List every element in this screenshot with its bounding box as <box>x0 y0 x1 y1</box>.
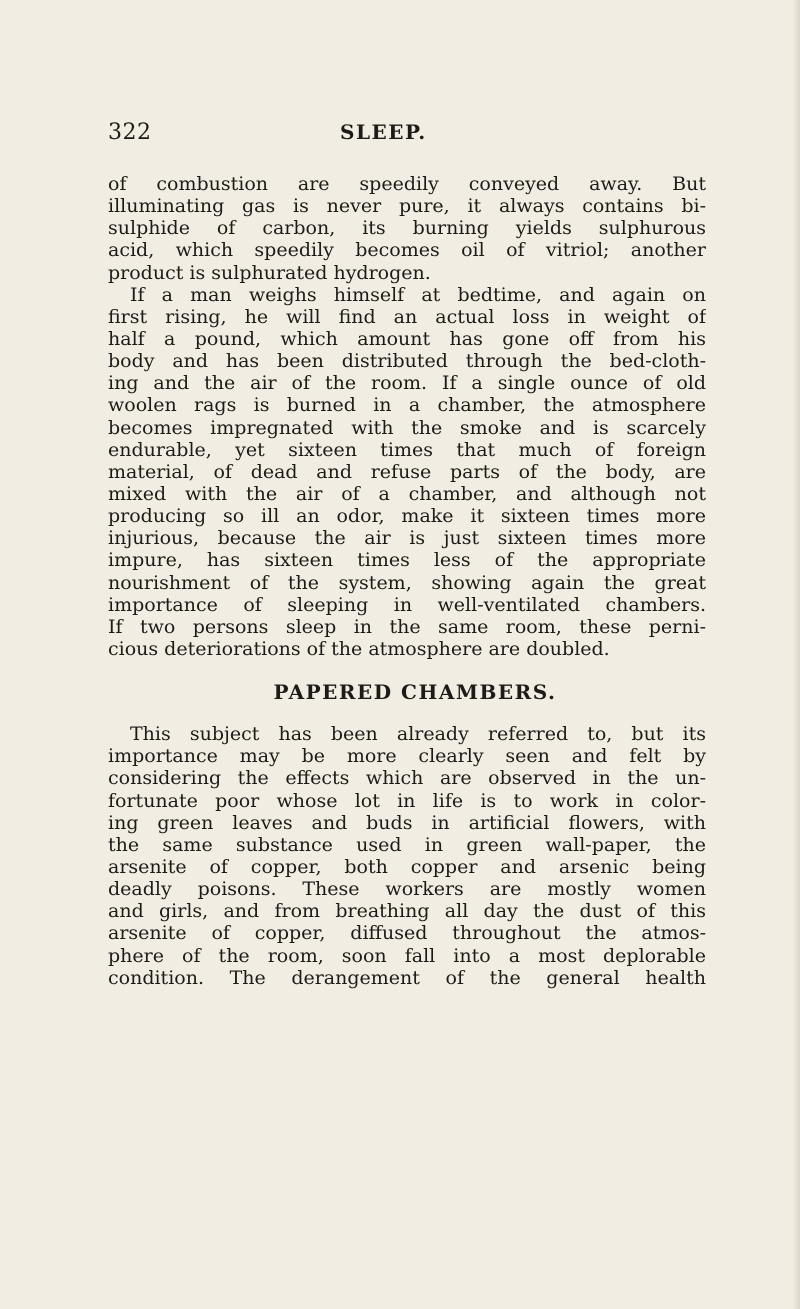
text-line: impure, has sixteen times less of the appropriate <box>108 549 706 572</box>
text-line: arsenite of copper, both copper and arsenic being <box>108 855 706 878</box>
text-line: half a pound, which amount has gone off from his <box>108 327 706 350</box>
text-line: arsenite of copper, diffused throughout the atmos- <box>108 922 706 945</box>
paragraph <box>108 723 706 989</box>
running-head: SLEEP. <box>340 120 427 144</box>
text-line: ing and the air of the room. If a single ounce of old <box>108 372 706 395</box>
text-line: body and has been distributed through the bed-cloth- <box>108 350 706 373</box>
text-line: If a man weighs himself at bedtime, and again on <box>130 283 706 306</box>
text-line: material, of dead and refuse parts of the body, are <box>108 460 706 483</box>
page-header <box>108 120 706 146</box>
text-line: cious deteriorations of the atmosphere are doubled. <box>108 637 610 660</box>
text-line: deadly poisons. These workers are mostly women <box>108 878 706 901</box>
text-line: nourishment of the system, showing again the great <box>108 571 706 594</box>
text-line: product is sulphurated hydrogen. <box>108 261 431 284</box>
text-line: fortunate poor whose lot in life is to work in color- <box>108 789 706 812</box>
paragraph <box>108 284 706 660</box>
text-line: and girls, and from breathing all day the dust of this <box>108 900 706 923</box>
page-edge-shadow <box>792 0 800 1309</box>
text-line: woolen rags is burned in a chamber, the atmosphere <box>108 394 706 417</box>
text-line: injurious, because the air is just sixteen times more <box>108 527 706 550</box>
text-line: If two persons sleep in the same room, these perni- <box>108 615 706 638</box>
page-number: 322 <box>108 120 152 145</box>
text-line: This subject has been already referred to, but its <box>130 723 706 746</box>
text-line: sulphide of carbon, its burning yields sulphurous <box>108 217 706 240</box>
text-line: ing green leaves and buds in artificial flowers, with <box>108 811 706 834</box>
text-line: mixed with the air of a chamber, and although not <box>108 482 706 505</box>
text-line: importance of sleeping in well-ventilated chambers. <box>108 593 706 616</box>
text-line: phere of the room, soon fall into a most deplorable <box>108 944 706 967</box>
paragraph <box>108 173 706 284</box>
text-line: illuminating gas is never pure, it always contains bi- <box>108 195 706 218</box>
text-line: acid, which speedily becomes oil of vitriol; another <box>108 239 706 262</box>
body-text <box>108 173 706 989</box>
text-line: first rising, he will find an actual loss in weight of <box>108 305 706 328</box>
text-line: endurable, yet sixteen times that much of foreign <box>108 438 706 461</box>
text-line: becomes impregnated with the smoke and is scarcely <box>108 416 706 439</box>
text-line: of combustion are speedily conveyed away. But <box>108 173 706 195</box>
text-line: the same substance used in green wall-paper, the <box>108 833 706 856</box>
section-heading: PAPERED CHAMBERS. <box>273 680 557 705</box>
text-line: importance may be more clearly seen and felt by <box>108 745 706 768</box>
text-line: producing so ill an odor, make it sixteen times more <box>108 505 706 528</box>
text-line: condition. The derangement of the general health <box>108 966 706 989</box>
text-line: considering the effects which are observed in the un- <box>108 767 706 790</box>
